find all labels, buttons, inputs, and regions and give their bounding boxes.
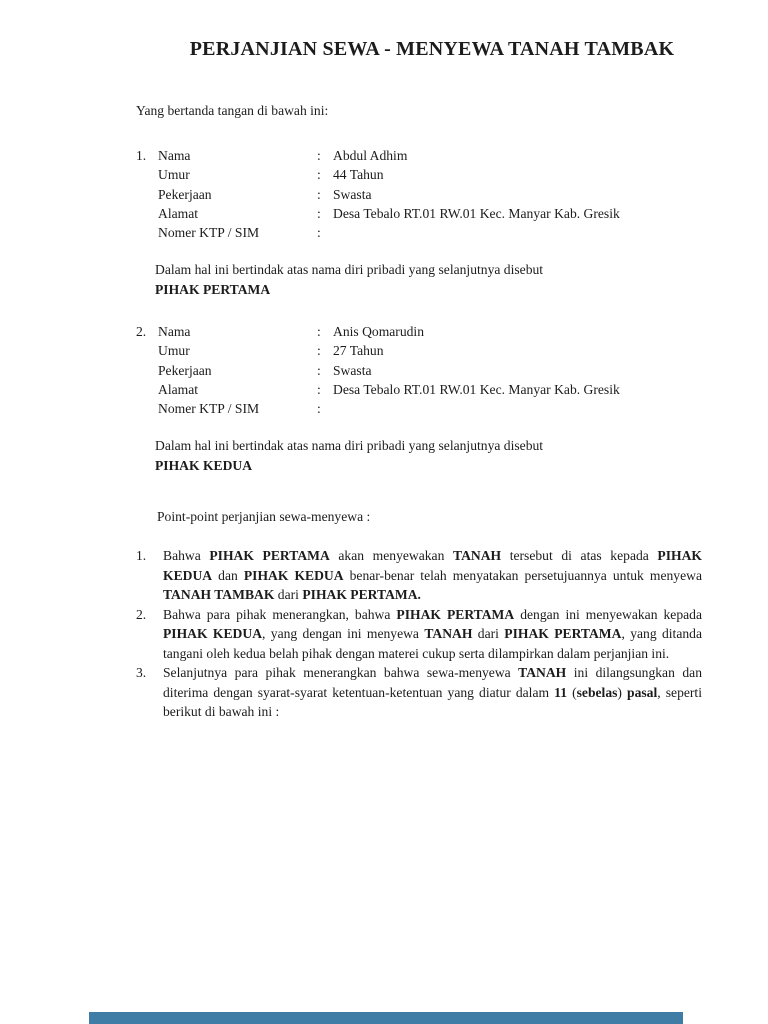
party-2-note: Dalam hal ini bertindak atas nama diri pribadi yang selanjutnya disebut PIHAK KEDUA (155, 438, 544, 473)
party-2-field-umur: Umur : 27 Tahun (158, 343, 384, 359)
party-1-field-umur: Umur : 44 Tahun (158, 167, 384, 183)
point-3-number: 3. (136, 665, 147, 680)
party-1-number: 1. (136, 148, 147, 163)
party-2-field-pekerjaan: Pekerjaan : Swasta (158, 362, 372, 378)
point-item-3 (136, 663, 702, 722)
intro-line: Yang bertanda tangan di bawah ini: (136, 103, 329, 118)
points-heading: Point-point perjanjian sewa-menyewa : (157, 509, 371, 524)
points-list (136, 546, 702, 722)
document-title: PERJANJIAN SEWA - MENYEWA TANAH TAMBAK (189, 38, 675, 60)
party-1-field-alamat: Alamat : Desa Tebalo RT.01 RW.01 Kec. Manyar Kab. Gresik (158, 205, 620, 221)
point-item-2 (136, 605, 702, 664)
next-page-edge-bar (89, 1012, 683, 1024)
point-2-text: Bahwa para pihak menerangkan, bahwa PIHAK PERTAMA dengan ini menyewakan kepada PIHAK KEDUA, yang dengan ini menyewa TANAH dari PIHAK PERTAMA, yang ditanda tangani oleh kedua belah pihak dengan materei cukup serta dilampirkan dalam perjanjian ini. (163, 606, 702, 661)
point-item-1 (136, 546, 702, 605)
party-2-field-nama: 2. Nama : Anis Qomarudin (136, 322, 702, 341)
point-2-number: 2. (136, 606, 147, 622)
party-1-field-ktp: Nomer KTP / SIM : (158, 225, 321, 241)
party-1-field-pekerjaan: Pekerjaan : Swasta (158, 186, 372, 202)
party-2-number: 2. (136, 324, 147, 339)
party-1-block (136, 146, 702, 242)
point-3-text: Selanjutnya para pihak menerangkan bahwa sewa-menyewa TANAH ini dilangsungkan dan diterima dengan syarat-syarat ketentuan-ketentuan yang diatur dalam 11 (sebelas) pasal, seperti berikut di bawah ini : (163, 665, 702, 719)
party-2-block (136, 322, 702, 418)
party-2-field-alamat: Alamat : Desa Tebalo RT.01 RW.01 Kec. Manyar Kab. Gresik (158, 381, 620, 397)
point-1-text: Bahwa PIHAK PERTAMA akan menyewakan TANAH tersebut di atas kepada PIHAK KEDUA dan PIHAK KEDUA benar-benar telah menyatakan persetujuannya untuk menyewa TANAH TAMBAK dari PIHAK PERTAMA. (163, 548, 702, 602)
party-2-field-ktp: Nomer KTP / SIM : (158, 401, 321, 417)
point-1-number: 1. (136, 548, 147, 563)
party-1-note: Dalam hal ini bertindak atas nama diri pribadi yang selanjutnya disebut PIHAK PERTAMA (155, 262, 544, 297)
party-1-field-nama: 1. Nama : Abdul Adhim (136, 146, 702, 165)
